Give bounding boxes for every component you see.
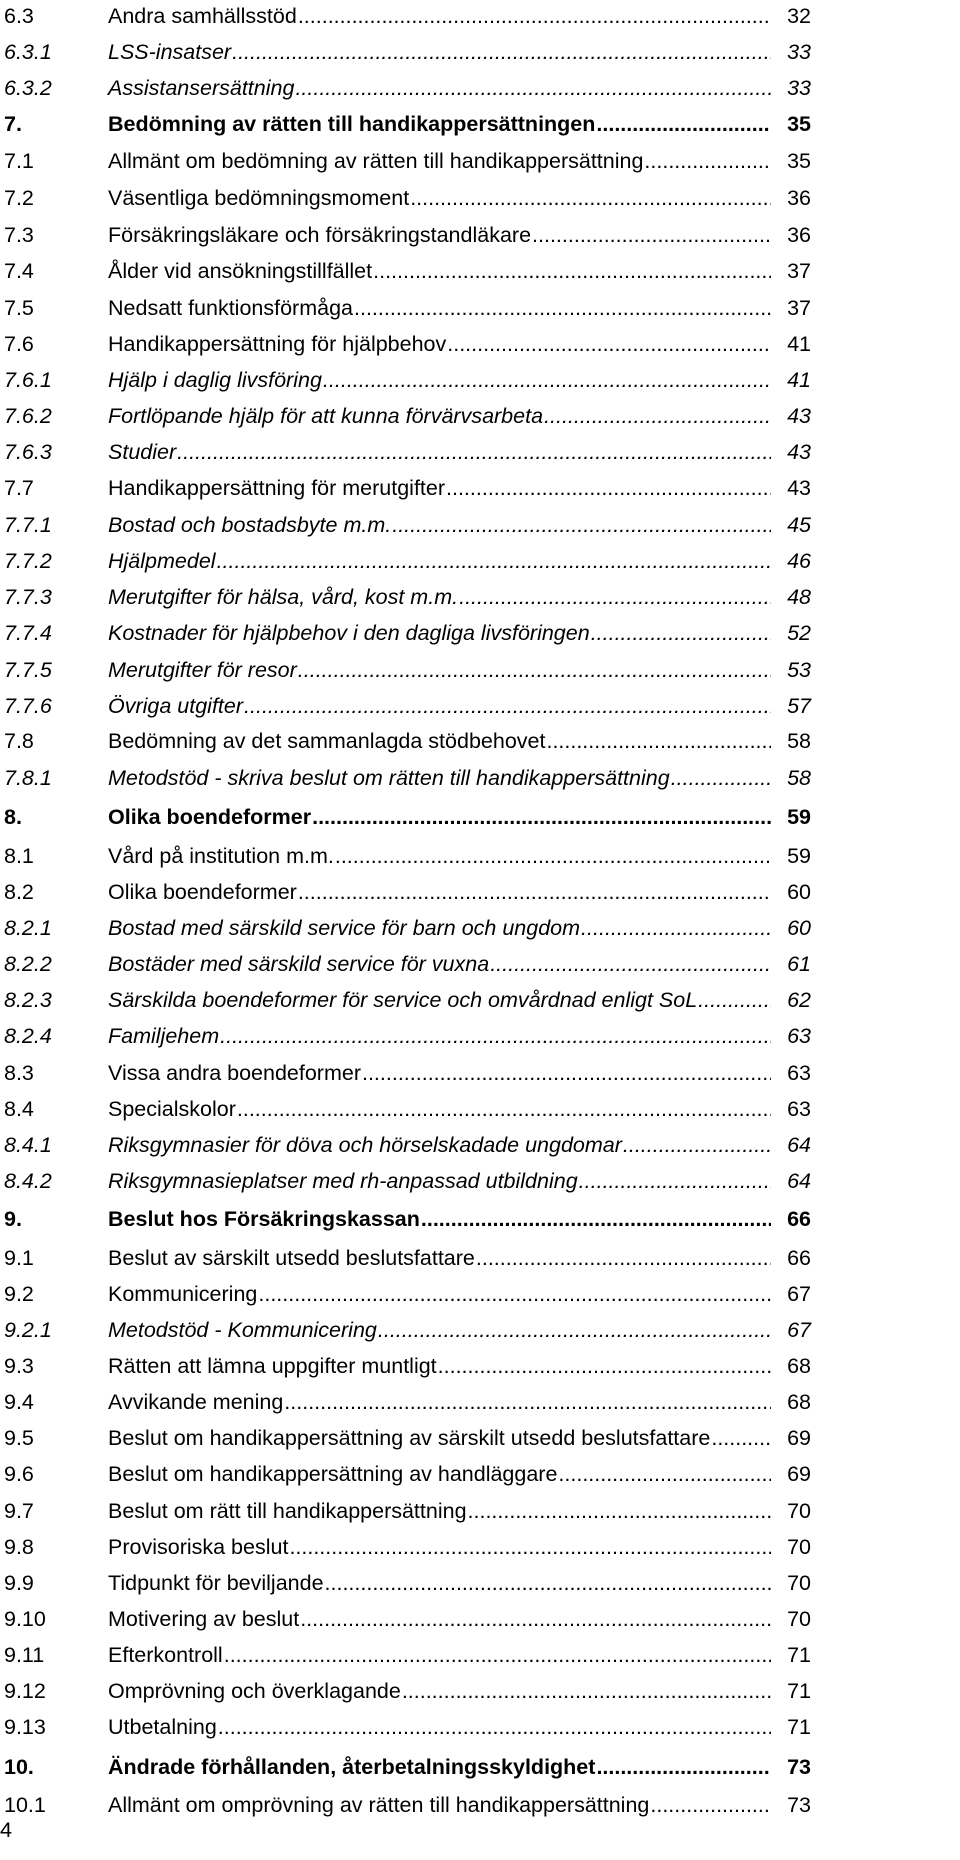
toc-entry-line (108, 326, 811, 362)
dot-leader (410, 180, 811, 216)
toc-entry-number: 10.1 (4, 1793, 46, 1817)
toc-entry-line (108, 1384, 811, 1420)
toc-entry-number: 9.7 (4, 1499, 34, 1523)
dot-leader (217, 543, 811, 579)
toc-entry-number: 10. (4, 1755, 34, 1779)
dot-leader (323, 362, 811, 398)
toc-entry-page: 70 (771, 1493, 811, 1529)
toc-entry-number: 9.9 (4, 1571, 34, 1595)
toc-entry-page: 64 (771, 1163, 811, 1199)
toc-entry-line (108, 760, 811, 796)
toc-entry-page: 70 (771, 1565, 811, 1601)
dot-leader (289, 1529, 811, 1565)
toc-entry[interactable] (0, 70, 960, 106)
toc-entry-page: 59 (771, 799, 811, 835)
toc-entry-title: Övriga utgifter (108, 694, 244, 718)
toc-entry-line (108, 1312, 811, 1348)
toc-entry-line (108, 290, 811, 326)
toc-entry-line (108, 1201, 811, 1237)
toc-entry[interactable] (0, 723, 960, 759)
dot-leader (284, 1384, 811, 1420)
dot-leader (373, 253, 811, 289)
toc-entry-line (108, 838, 811, 874)
toc-entry[interactable] (0, 760, 960, 796)
toc-entry[interactable] (0, 1018, 960, 1054)
toc-entry-line (108, 1529, 811, 1565)
toc-entry-title: Tidpunkt för beviljande (108, 1571, 324, 1595)
toc-entry-title: Handikappersättning för merutgifter (108, 476, 446, 500)
toc-entry-title: Bedömning av rätten till handikappersättningen (108, 112, 596, 136)
toc-entry-line (108, 70, 811, 106)
toc-entry[interactable] (0, 652, 960, 688)
toc-entry-number: 8.4.2 (4, 1169, 52, 1193)
dot-leader (402, 1673, 811, 1709)
toc-entry-page: 71 (771, 1709, 811, 1745)
toc-entry-title: Vissa andra boendeformer (108, 1061, 361, 1085)
toc-entry-line (108, 1420, 811, 1456)
toc-entry-number: 8.1 (4, 844, 34, 868)
toc-entry-page: 68 (771, 1384, 811, 1420)
toc-entry[interactable] (0, 1127, 960, 1163)
toc-entry[interactable] (0, 180, 960, 216)
toc-entry-page: 43 (771, 398, 811, 434)
toc-entry[interactable] (0, 1493, 960, 1529)
toc-entry[interactable] (0, 326, 960, 362)
toc-entry-number: 7. (4, 112, 22, 136)
dot-leader (378, 1312, 811, 1348)
toc-entry-title: LSS-insatser (108, 40, 232, 64)
toc-entry[interactable] (0, 1348, 960, 1384)
toc-entry[interactable] (0, 0, 960, 34)
toc-entry-line (108, 253, 811, 289)
dot-leader (446, 470, 811, 506)
dot-leader (220, 1018, 811, 1054)
toc-entry-number: 7.1 (4, 149, 34, 173)
toc-entry-page: 69 (771, 1420, 811, 1456)
toc-entry-page: 57 (771, 688, 811, 724)
toc-entry-page: 53 (771, 652, 811, 688)
toc-entry-title: Försäkringsläkare och försäkringstandläkare (108, 223, 532, 247)
toc-entry-page: 32 (771, 0, 811, 34)
toc-entry-line (108, 180, 811, 216)
toc-entry-line (108, 543, 811, 579)
dot-leader (325, 1565, 811, 1601)
toc-entry-title: Ålder vid ansökningstillfället (108, 259, 373, 283)
toc-entry-number: 7.7.1 (4, 513, 52, 537)
toc-entry-title: Omprövning och överklagande (108, 1679, 401, 1703)
toc-entry[interactable] (0, 34, 960, 70)
toc-entry-page: 63 (771, 1055, 811, 1091)
toc-entry-title: Bedömning av det sammanlagda stödbehovet (108, 729, 546, 753)
toc-entry-page: 70 (771, 1601, 811, 1637)
toc-entry-title: Bostad med särskild service för barn och ungdom (108, 916, 581, 940)
dot-leader (421, 1201, 811, 1237)
toc-entry-number: 6.3.1 (4, 40, 52, 64)
toc-entry-number: 7.6 (4, 332, 34, 356)
toc-entry-title: Handikappersättning för hjälpbehov (108, 332, 447, 356)
toc-entry-number: 9.8 (4, 1535, 34, 1559)
toc-entry-page: 35 (771, 106, 811, 142)
toc-entry-number: 7.7 (4, 476, 34, 500)
toc-entry-number: 9.13 (4, 1715, 46, 1739)
toc-entry[interactable] (0, 290, 960, 326)
toc-entry-line (108, 1127, 811, 1163)
toc-entry[interactable] (0, 253, 960, 289)
toc-entry-line (108, 946, 811, 982)
toc-entry-page: 71 (771, 1637, 811, 1673)
toc-entry-number: 7.6.1 (4, 368, 52, 392)
toc-entry-title: Beslut om handikappersättning av handläggare (108, 1462, 558, 1486)
dot-leader (298, 0, 811, 34)
dot-leader (298, 874, 811, 910)
toc-entry-page: 66 (771, 1201, 811, 1237)
toc-entry-number: 9.10 (4, 1607, 46, 1631)
toc-entry-line (108, 217, 811, 253)
toc-entry-page: 58 (771, 723, 811, 759)
toc-entry[interactable] (0, 398, 960, 434)
toc-entry-title: Nedsatt funktionsförmåga (108, 296, 353, 320)
toc-entry-page: 69 (771, 1456, 811, 1492)
toc-entry-title: Allmänt om omprövning av rätten till handikappersättning (108, 1793, 650, 1817)
toc-entry-line (108, 1018, 811, 1054)
toc-entry-page: 52 (771, 615, 811, 651)
toc-entry-number: 7.7.6 (4, 694, 52, 718)
toc-entry-title: Allmänt om bedömning av rätten till handikappersättning (108, 149, 644, 173)
toc-entry-number: 9.3 (4, 1354, 34, 1378)
dot-leader (298, 652, 811, 688)
toc-entry[interactable] (0, 507, 960, 543)
toc-entry-title: Beslut om handikappersättning av särskilt utsedd beslutsfattare (108, 1426, 711, 1450)
toc-entry[interactable] (0, 470, 960, 506)
toc-entry-number: 8.3 (4, 1061, 34, 1085)
toc-entry-line (108, 1456, 811, 1492)
toc-entry-title: Olika boendeformer (108, 805, 312, 829)
toc-entry[interactable] (0, 1637, 960, 1673)
toc-entry[interactable] (0, 615, 960, 651)
toc-entry-title: Rätten att lämna uppgifter muntligt (108, 1354, 437, 1378)
toc-entry-page: 48 (771, 579, 811, 615)
dot-leader (177, 434, 811, 470)
toc-entry[interactable] (0, 1240, 960, 1276)
toc-entry-title: Metodstöd - Kommunicering (108, 1318, 377, 1342)
toc-entry-page: 58 (771, 760, 811, 796)
toc-entry-title: Efterkontroll (108, 1643, 223, 1667)
toc-entry-title: Beslut av särskilt utsedd beslutsfattare (108, 1246, 475, 1270)
toc-entry-page: 70 (771, 1529, 811, 1565)
toc-entry-number: 9.1 (4, 1246, 34, 1270)
toc-entry-page: 33 (771, 34, 811, 70)
toc-entry-title: Utbetalning (108, 1715, 217, 1739)
toc-entry-page: 33 (771, 70, 811, 106)
toc-entry-line (108, 1163, 811, 1199)
dot-leader (438, 1348, 811, 1384)
dot-leader (490, 946, 811, 982)
toc-entry-line (108, 1276, 811, 1312)
toc-entry-number: 7.7.2 (4, 549, 52, 573)
dot-leader (468, 1493, 811, 1529)
toc-entry-page: 43 (771, 434, 811, 470)
toc-entry[interactable] (0, 1709, 960, 1745)
toc-entry[interactable] (0, 434, 960, 470)
toc-entry-number: 7.8.1 (4, 766, 52, 790)
toc-entry-title: Assistansersättning (108, 76, 295, 100)
toc-entry-page: 45 (771, 507, 811, 543)
toc-entry-page: 61 (771, 946, 811, 982)
toc-entry-number: 7.8 (4, 729, 34, 753)
toc-entry-number: 9.6 (4, 1462, 34, 1486)
toc-entry-title: Provisoriska beslut (108, 1535, 289, 1559)
toc-entry[interactable] (0, 1529, 960, 1565)
toc-entry[interactable] (0, 982, 960, 1018)
toc-entry-line (108, 1091, 811, 1127)
toc-entry[interactable] (0, 1312, 960, 1348)
toc-entry-page: 71 (771, 1673, 811, 1709)
toc-entry-number: 7.2 (4, 186, 34, 210)
toc-entry[interactable] (0, 1163, 960, 1199)
toc-entry[interactable] (0, 1201, 960, 1237)
toc-entry-page: 36 (771, 180, 811, 216)
toc-entry-title: Specialskolor (108, 1097, 236, 1121)
toc-entry[interactable] (0, 1601, 960, 1637)
toc-entry-line (108, 1348, 811, 1384)
toc-entry[interactable] (0, 1055, 960, 1091)
toc-entry-page: 67 (771, 1276, 811, 1312)
toc-entry-number: 7.6.2 (4, 404, 52, 428)
toc-entry-number: 9.11 (4, 1643, 45, 1667)
toc-entry-title: Bostäder med särskild service för vuxna (108, 952, 490, 976)
toc-entry-title: Beslut om rätt till handikappersättning (108, 1499, 467, 1523)
toc-entry-line (108, 1709, 811, 1745)
toc-entry-line (108, 1565, 811, 1601)
toc-entry-page: 63 (771, 1018, 811, 1054)
toc-entry-title: Avvikande mening (108, 1390, 284, 1414)
toc-entry-line (108, 688, 811, 724)
toc-entry-page: 67 (771, 1312, 811, 1348)
toc-entry[interactable] (0, 1384, 960, 1420)
toc-entry-line (108, 982, 811, 1018)
toc-entry-page: 66 (771, 1240, 811, 1276)
dot-leader (224, 1637, 811, 1673)
toc-entry-number: 7.6.3 (4, 440, 52, 464)
dot-leader (244, 688, 811, 724)
toc-entry-title: Familjehem (108, 1024, 220, 1048)
toc-entry-title: Beslut hos Försäkringskassan (108, 1207, 420, 1231)
toc-entry-page: 46 (771, 543, 811, 579)
toc-entry-page: 41 (771, 362, 811, 398)
dot-leader (354, 290, 811, 326)
toc-entry-page: 62 (771, 982, 811, 1018)
toc-entry-page: 41 (771, 326, 811, 362)
toc-entry-number: 9.4 (4, 1390, 34, 1414)
toc-entry-number: 6.3.2 (4, 76, 52, 100)
dot-leader (258, 1276, 811, 1312)
toc-entry-number: 8. (4, 805, 22, 829)
dot-leader (392, 507, 811, 543)
toc-entry-line (108, 470, 811, 506)
toc-entry-line (108, 1055, 811, 1091)
toc-entry-title: Metodstöd - skriva beslut om rätten till handikappersättning (108, 766, 670, 790)
toc-entry-number: 8.2 (4, 880, 34, 904)
toc-entry-page: 59 (771, 838, 811, 874)
toc-entry-page: 37 (771, 253, 811, 289)
toc-entry-number: 8.2.4 (4, 1024, 52, 1048)
toc-entry-line (108, 1673, 811, 1709)
toc-entry-number: 9.5 (4, 1426, 34, 1450)
toc-entry[interactable] (0, 1673, 960, 1709)
dot-leader (476, 1240, 811, 1276)
toc-entry[interactable] (0, 1456, 960, 1492)
toc-entry-number: 7.7.4 (4, 621, 52, 645)
toc-entry-number: 7.4 (4, 259, 34, 283)
toc-entry-title: Hjälpmedel (108, 549, 216, 573)
toc-entry-number: 6.3 (4, 4, 34, 28)
toc-entry-number: 7.3 (4, 223, 34, 247)
toc-entry-line (108, 652, 811, 688)
dot-leader (335, 838, 811, 874)
toc-entry-title: Studier (108, 440, 177, 464)
toc-entry[interactable] (0, 217, 960, 253)
toc-entry-number: 9.2 (4, 1282, 34, 1306)
dot-leader (312, 799, 811, 835)
toc-entry-title: Fortlöpande hjälp för att kunna förvärvsarbeta (108, 404, 544, 428)
toc-entry-title: Motivering av beslut (108, 1607, 300, 1631)
toc-entry-number: 7.5 (4, 296, 34, 320)
toc-entry-number: 7.7.5 (4, 658, 52, 682)
toc-entry-line (108, 910, 811, 946)
toc-entry-number: 7.7.3 (4, 585, 52, 609)
toc-entry-page: 63 (771, 1091, 811, 1127)
toc-entry-line (108, 143, 811, 179)
toc-entry-line (108, 1787, 811, 1823)
dot-leader (459, 579, 811, 615)
page-number: 4 (0, 1818, 12, 1842)
toc-entry[interactable] (0, 1565, 960, 1601)
toc-entry-page: 60 (771, 874, 811, 910)
dot-leader (300, 1601, 811, 1637)
toc-entry-number: 8.4.1 (4, 1133, 52, 1157)
toc-entry-page: 37 (771, 290, 811, 326)
toc-entry-line (108, 874, 811, 910)
toc-entry-number: 8.2.1 (4, 916, 52, 940)
toc-entry-number: 8.2.3 (4, 988, 52, 1012)
toc-entry-number: 9. (4, 1207, 22, 1231)
toc-entry[interactable] (0, 543, 960, 579)
toc-entry-line (108, 434, 811, 470)
toc-entry[interactable] (0, 1091, 960, 1127)
toc-entry-page: 35 (771, 143, 811, 179)
toc-entry-title: Väsentliga bedömningsmoment (108, 186, 410, 210)
dot-leader (295, 70, 811, 106)
toc-entry[interactable] (0, 362, 960, 398)
toc-entry-title: Hjälp i daglig livsföring (108, 368, 322, 392)
toc-entry[interactable] (0, 1749, 960, 1785)
toc-entry-line (108, 34, 811, 70)
toc-entry-title: Olika boendeformer (108, 880, 297, 904)
toc-entry-page: 68 (771, 1348, 811, 1384)
toc-entry-line (108, 1240, 811, 1276)
toc-entry[interactable] (0, 1420, 960, 1456)
toc-entry-line (108, 362, 811, 398)
toc-entry-line (108, 398, 811, 434)
toc-entry-number: 9.2.1 (4, 1318, 52, 1342)
toc-entry-title: Ändrade förhållanden, återbetalningsskyldighet (108, 1755, 596, 1779)
toc-entry-title: Kostnader för hjälpbehov i den dagliga livsföringen (108, 621, 590, 645)
toc-entry-number: 9.12 (4, 1679, 46, 1703)
toc-entry-page: 73 (771, 1787, 811, 1823)
toc-entry[interactable] (0, 579, 960, 615)
toc-entry-title: Vård på institution m.m. (108, 844, 334, 868)
toc-entry-line (108, 579, 811, 615)
toc-entry-number: 8.4 (4, 1097, 34, 1121)
toc-entry-title: Merutgifter för hälsa, vård, kost m.m. (108, 585, 459, 609)
toc-entry-title: Bostad och bostadsbyte m.m. (108, 513, 392, 537)
toc-entry-page: 73 (771, 1749, 811, 1785)
toc-entry-line (108, 1749, 811, 1785)
toc-entry-title: Andra samhällsstöd (108, 4, 297, 28)
toc-entry-title: Merutgifter för resor (108, 658, 297, 682)
toc-entry[interactable] (0, 874, 960, 910)
toc-entry[interactable] (0, 799, 960, 835)
toc-entry-line (108, 615, 811, 651)
dot-leader (362, 1055, 811, 1091)
toc-entry[interactable] (0, 106, 960, 142)
dot-leader (532, 217, 811, 253)
toc-entry-line (108, 799, 811, 835)
toc-entry-line (108, 723, 811, 759)
toc-entry-title: Riksgymnasier för döva och hörselskadade ungdomar (108, 1133, 622, 1157)
dot-leader (237, 1091, 811, 1127)
toc-entry-page: 36 (771, 217, 811, 253)
toc-entry[interactable] (0, 910, 960, 946)
toc-entry-title: Särskilda boendeformer för service och omvårdnad enligt SoL (108, 988, 698, 1012)
toc-entry-line (108, 106, 811, 142)
toc-entry-line (108, 1637, 811, 1673)
dot-leader (218, 1709, 811, 1745)
toc-entry[interactable] (0, 1276, 960, 1312)
toc-entry-title: Kommunicering (108, 1282, 258, 1306)
toc-entry[interactable] (0, 688, 960, 724)
dot-leader (232, 34, 811, 70)
toc-entry[interactable] (0, 1787, 960, 1823)
toc-entry-number: 8.2.2 (4, 952, 52, 976)
toc-entry[interactable] (0, 143, 960, 179)
toc-entry-page: 43 (771, 470, 811, 506)
toc-entry-page: 60 (771, 910, 811, 946)
toc-entry-line (108, 507, 811, 543)
toc-entry-title: Riksgymnasieplatser med rh-anpassad utbildning (108, 1169, 578, 1193)
toc-entry[interactable] (0, 946, 960, 982)
toc-entry-line (108, 0, 811, 34)
toc-entry-page: 64 (771, 1127, 811, 1163)
toc-entry-line (108, 1601, 811, 1637)
dot-leader (447, 326, 811, 362)
toc-entry[interactable] (0, 838, 960, 874)
toc-entry-line (108, 1493, 811, 1529)
